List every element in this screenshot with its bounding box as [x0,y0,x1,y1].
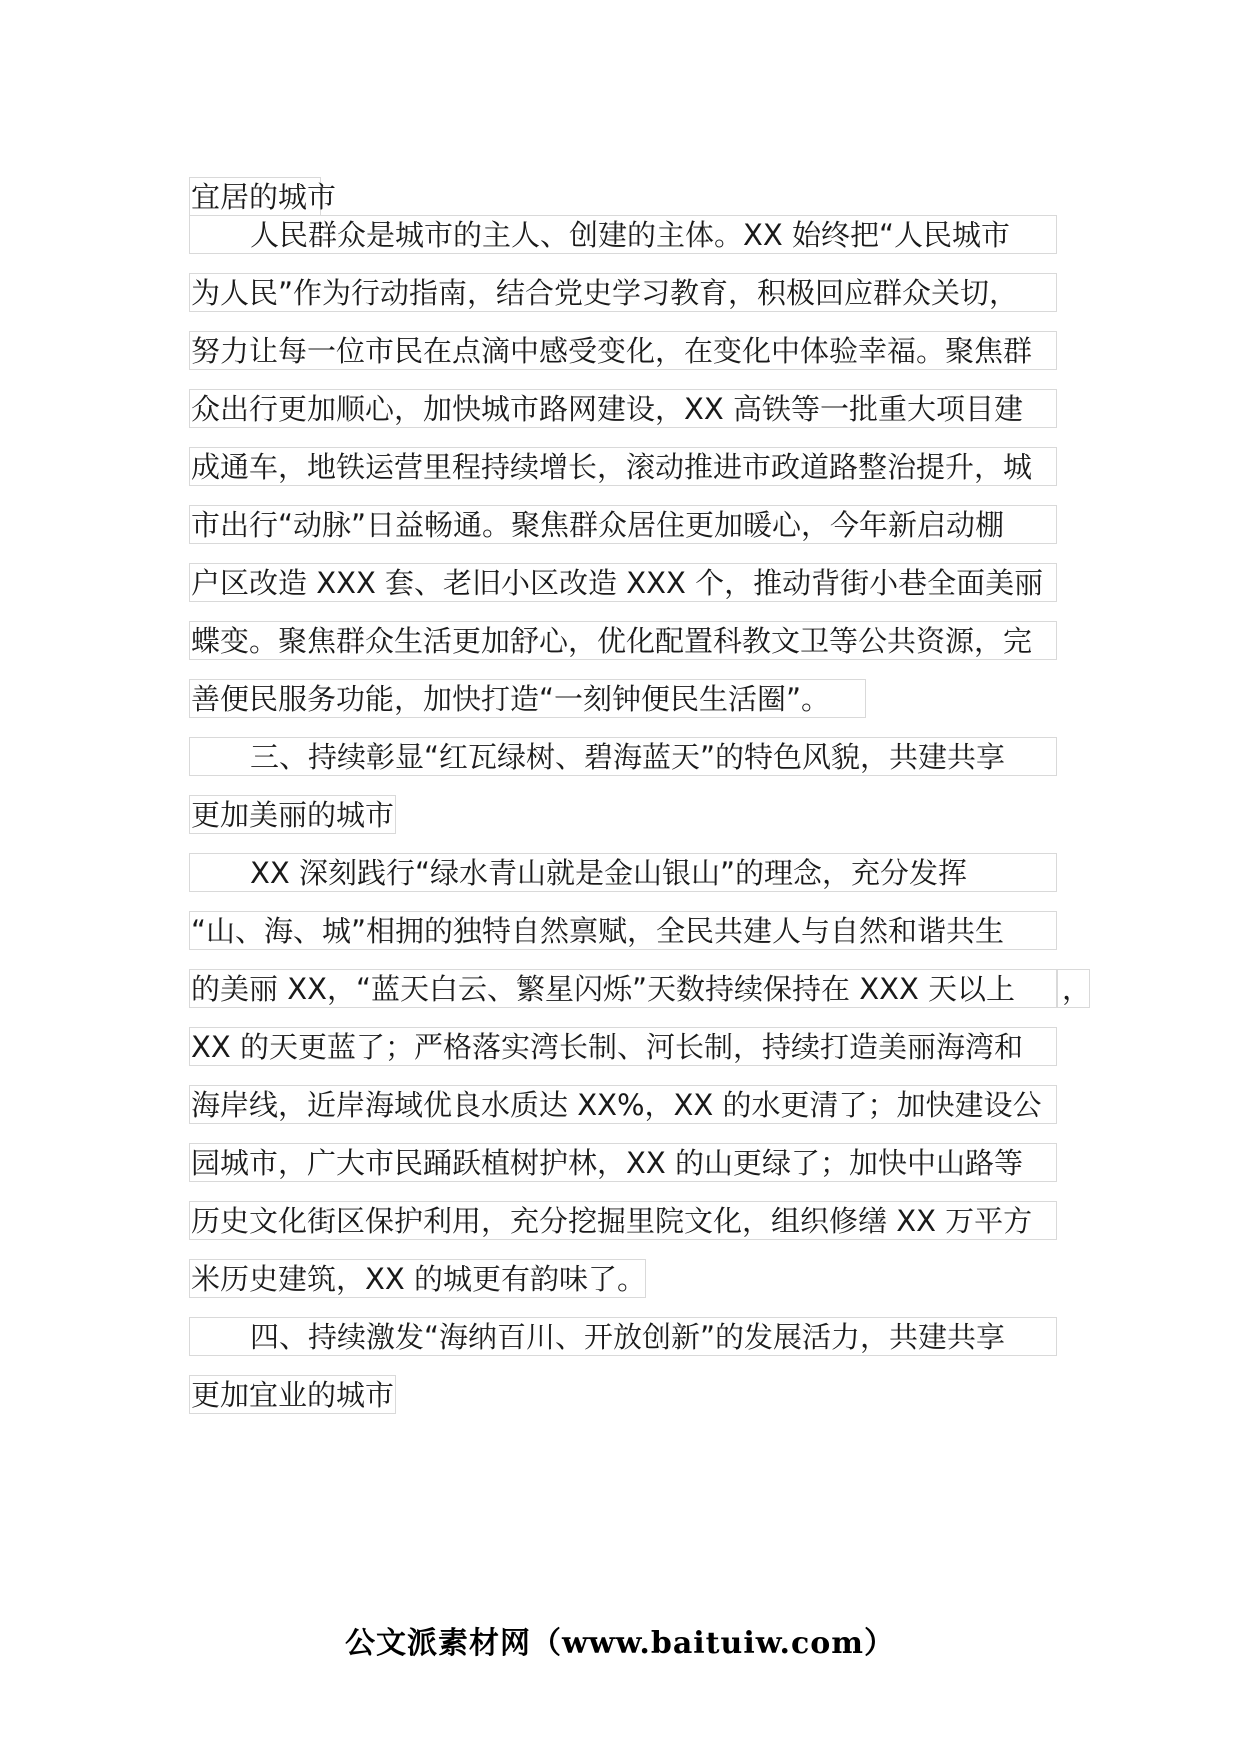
paragraph-line-10: 善便民服务功能，加快打造“一刻钟便民生活圈”。 [189,679,866,718]
paragraph-line-7: 市出行“动脉”日益畅通。聚焦群众居住更加暖心，今年新启动棚 [189,505,1057,544]
paragraph-line-4: 努力让每一位市民在点滴中感受变化，在变化中体验幸福。聚焦群 [189,331,1057,370]
paragraph-line-18: 米历史建筑，XX 的城更有韵味了。 [189,1259,646,1298]
paragraph-line-17: 历史文化街区保护利用，充分挖掘里院文化，组织修缮 XX 万平方 [189,1201,1057,1240]
heading-line-1: 三、持续彰显“红瓦绿树、碧海蓝天”的特色风貌，共建共享 [189,737,1057,776]
paragraph-line-13: 的美丽 XX，“蓝天白云、繁星闪烁”天数持续保持在 XXX 天以上 [189,969,1057,1008]
paragraph-line-8: 户区改造 XXX 套、老旧小区改造 XXX 个，推动背街小巷全面美丽 [189,563,1057,602]
paragraph-line-15: 海岸线，近岸海域优良水质达 XX%，XX 的水更清了；加快建设公 [189,1085,1057,1124]
heading-line-3: 四、持续激发“海纳百川、开放创新”的发展活力，共建共享 [189,1317,1057,1356]
heading-line-4: 更加宜业的城市 [189,1375,396,1414]
paragraph-line-14: XX 的天更蓝了；严格落实湾长制、河长制，持续打造美丽海湾和 [189,1027,1057,1066]
paragraph-line-9: 蝶变。聚焦群众生活更加舒心，优化配置科教文卫等公共资源，完 [189,621,1057,660]
overflow-comma: ， [1057,969,1090,1008]
paragraph-line-11: XX 深刻践行“绿水青山就是金山银山”的理念，充分发挥 [189,853,1057,892]
paragraph-line-2: 人民群众是城市的主人、创建的主体。XX 始终把“人民城市 [189,215,1057,254]
paragraph-line-1: 宜居的城市 [189,177,321,216]
paragraph-line-5: 众出行更加顺心，加快城市路网建设，XX 高铁等一批重大项目建 [189,389,1057,428]
heading-line-2: 更加美丽的城市 [189,795,396,834]
paragraph-line-3: 为人民”作为行动指南，结合党史学习教育，积极回应群众关切， [189,273,1057,312]
footer-watermark: 公文派素材网（www.baituiw.com） [344,1626,896,1661]
paragraph-line-6: 成通车，地铁运营里程持续增长，滚动推进市政道路整治提升，城 [189,447,1057,486]
paragraph-line-16: 园城市，广大市民踊跃植树护林，XX 的山更绿了；加快中山路等 [189,1143,1057,1182]
paragraph-line-12: “山、海、城”相拥的独特自然禀赋，全民共建人与自然和谐共生 [189,911,1057,950]
